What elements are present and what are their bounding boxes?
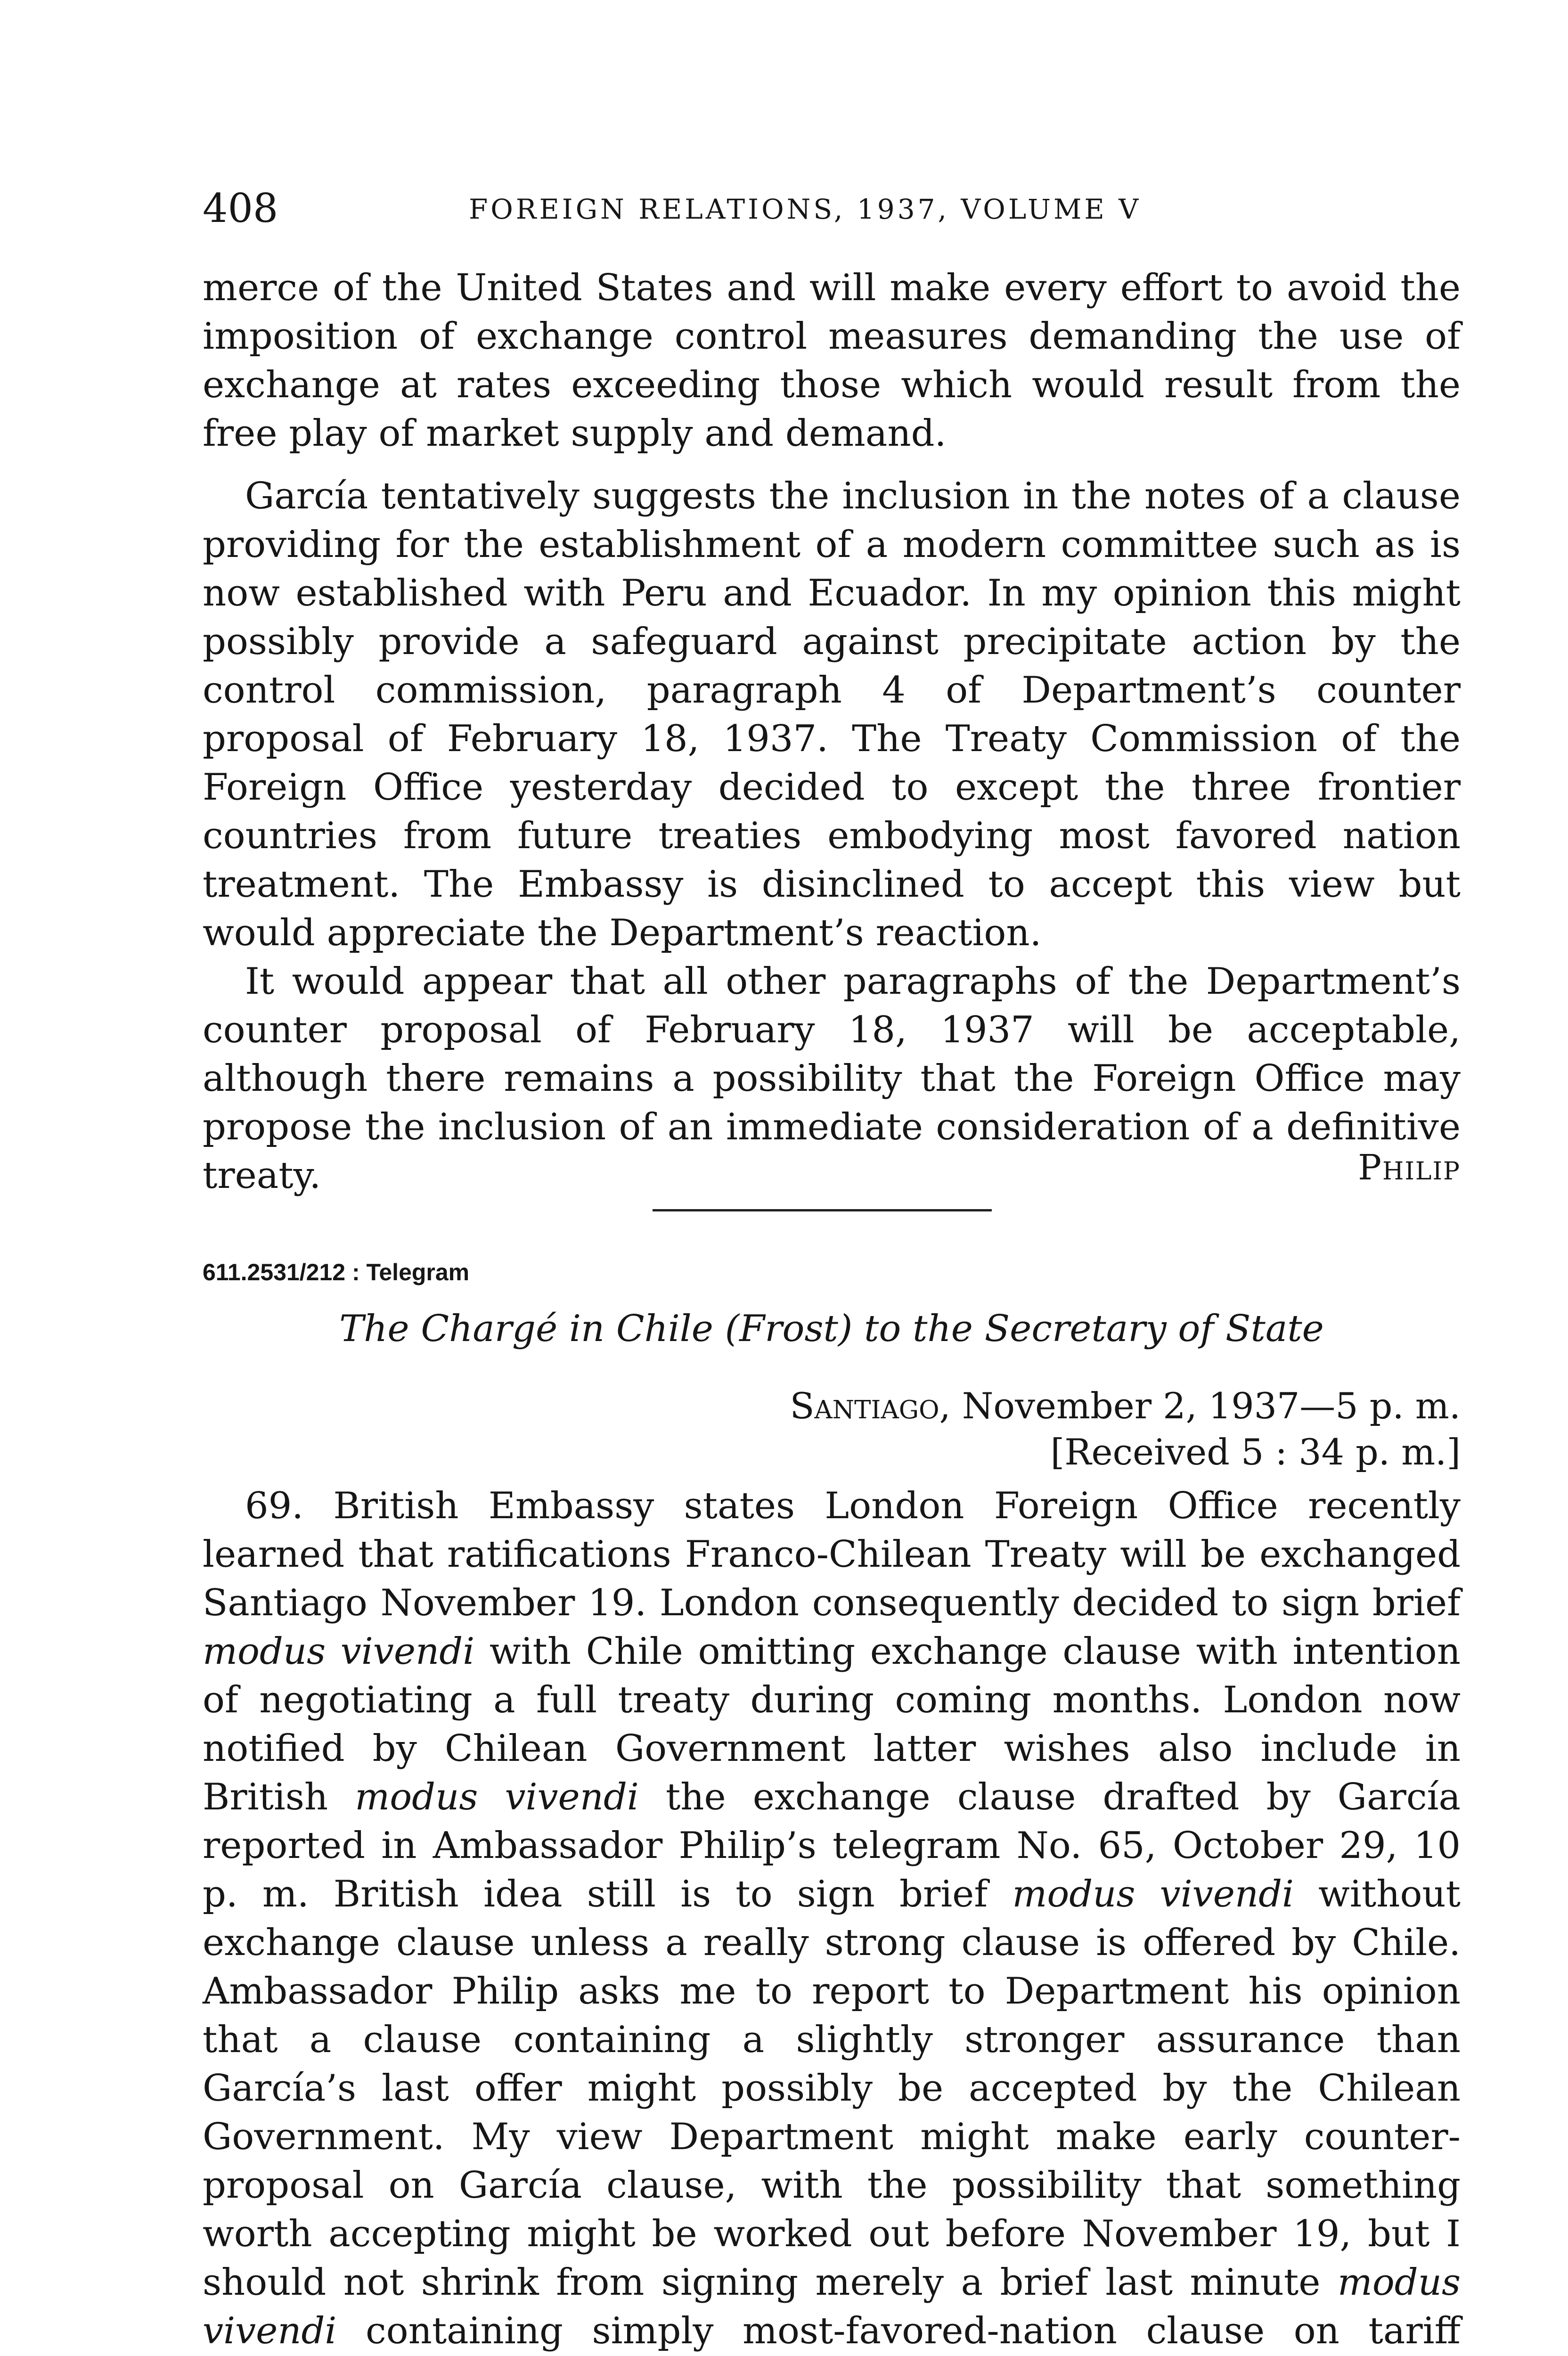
- paragraph-garcia: García tentatively suggests the inclusion in the notes of a clause providing for the establishment of a modern committee such as is now established with Peru and Ecuador. In my opinion this might possibly provide a safeguard against precipitate action by the control commission, paragraph 4 of Department’s counter proposal of February 18, 1937. The Treaty Commission of the Foreign Office yesterday decided to except the three frontier countries from future treaties embodying most favored nation treatment. The Embassy is disinclined to accept this view but would appreciate the Department’s reaction.: [203, 475, 1461, 954]
- modus-vivendi-4: modus vivendi: [203, 2261, 1461, 2352]
- section-divider: [653, 1209, 992, 1211]
- telegram-text-3: the exchange clause drafted by García reported in Ambassador Philip’s telegram No. 65, October 29, 10 p. m. British idea still is to sign brief: [203, 1776, 1461, 1915]
- document-title: The Chargé in Chile (Frost) to the Secretary of State: [339, 1308, 1324, 1350]
- signature: Philip: [1358, 1147, 1461, 1188]
- dateline-date: , November 2, 1937—5 p. m.: [939, 1385, 1461, 1427]
- received-time: [Received 5 : 34 p. m.]: [1050, 1431, 1461, 1473]
- telegram-paragraph: [203, 1482, 1461, 2356]
- dateline-line: [790, 1383, 1461, 1429]
- first-document-text: [203, 264, 1461, 1200]
- modus-vivendi-2: modus vivendi: [355, 1776, 639, 1818]
- paragraph-continued: merce of the United States and will make every effort to avoid the imposition of exchange control measures demanding the use of exchange at rates exceeding those which would result from the free play of market supply and demand.: [203, 267, 1461, 455]
- modus-vivendi-3: modus vivendi: [1012, 1873, 1294, 1915]
- running-head: FOREIGN RELATIONS, 1937, VOLUME V: [469, 193, 1142, 225]
- paragraph-appear: It would appear that all other paragraphs of the Department’s counter proposal of February 18, 1937 will be acceptable, although there remains a possibility that the Foreign Office may propose the inclusion of an immediate consideration of a definitive treaty.: [203, 960, 1461, 1197]
- dateline-place: Santiago: [790, 1385, 939, 1427]
- telegram-text-1: 69. British Embassy states London Foreign Office recently learned that ratifications Franco-Chilean Treaty will be exchanged Santiago November 19. London consequently decided to sign brief: [203, 1485, 1461, 1624]
- telegram-text-5: containing simply most-favored-nation clause on tariff: [365, 2310, 1461, 2352]
- dateline: [790, 1383, 1461, 1475]
- modus-vivendi-1: modus vivendi: [203, 1630, 475, 1673]
- page-header: [203, 185, 1461, 237]
- telegram-text-2: with Chile omitting exchange clause with intention of negotiating a full treaty during coming months. London now notified by Chilean Government latter wishes also include in British: [203, 1630, 1461, 1818]
- telegram-text-4: without exchange clause unless a really strong clause is offered by Chile. Ambassador Philip asks me to report to Department his opinion that a clause containing a slightly stronger assurance than García’s last offer might possibly be accepted by the Chilean Government. My view Department might make early counter-proposal on García clause, with the possibility that something worth accepting might be worked out before November 19, but I should not shrink from signing merely a brief last minute: [203, 1873, 1461, 2304]
- page-number: 408: [203, 185, 278, 231]
- telegram-body: [203, 1482, 1461, 2356]
- file-reference: 611.2531/212 : Telegram: [203, 1259, 470, 1285]
